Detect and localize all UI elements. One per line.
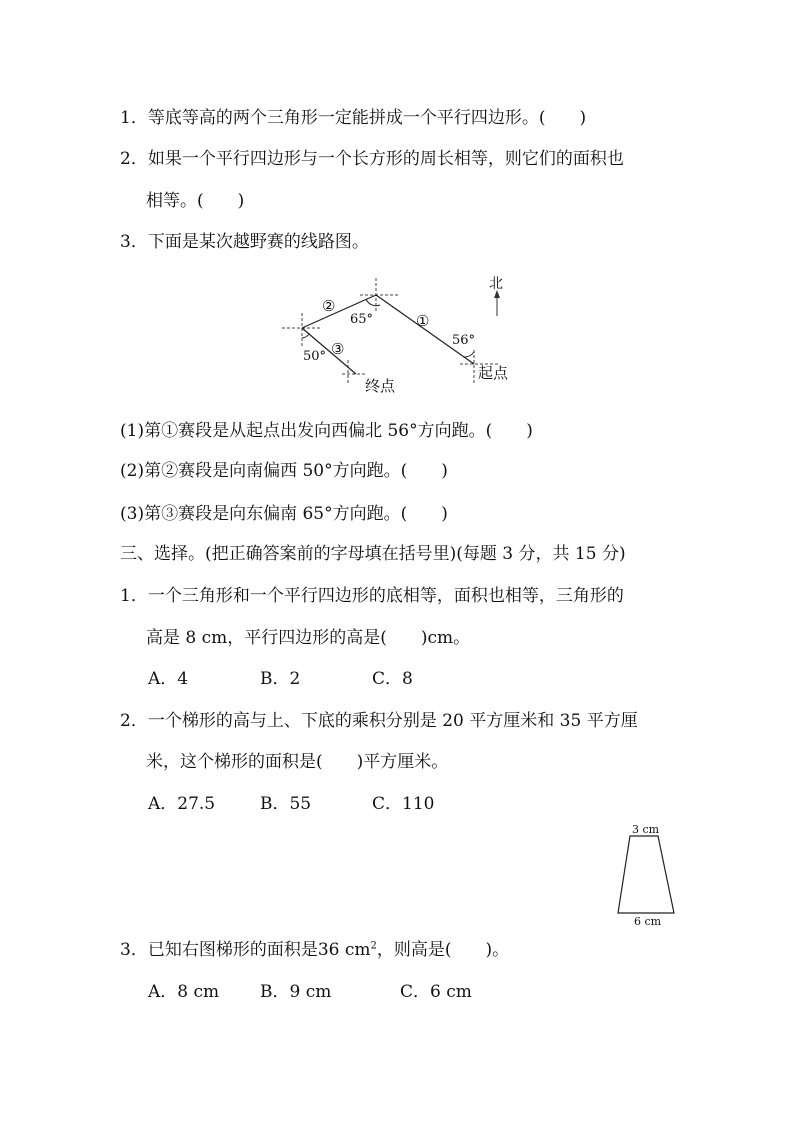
option-b: B．9 cm (260, 982, 332, 1002)
seg1-label: ① (416, 312, 430, 330)
trapezoid-top-label: 3 cm (632, 823, 660, 836)
angle50-label: 50° (303, 349, 327, 364)
choice-q3 (120, 938, 509, 962)
angle65-label: 65° (350, 312, 374, 327)
judge-q1: 1．等底等高的两个三角形一定能拼成一个平行四边形。( ) (120, 108, 587, 128)
start-label: 起点 (478, 364, 509, 382)
choice-q2-line1: 2．一个梯形的高与上、下底的乘积分别是 20 平方厘米和 35 平方厘 (120, 711, 638, 731)
option-c: C．110 (372, 794, 435, 814)
choice-q3-sup: 2 (370, 940, 377, 952)
judge-q2-line2: 相等。( ) (146, 191, 245, 211)
option-b: B．2 (260, 669, 301, 689)
option-c: C．8 (372, 669, 413, 689)
end-label: 终点 (365, 377, 396, 395)
choice-q1-line1: 1．一个三角形和一个平行四边形的底相等，面积也相等，三角形的 (120, 586, 624, 606)
option-c: C．6 cm (400, 982, 472, 1002)
judge-sub2: (2)第②赛段是向南偏西 50°方向跑。( ) (120, 461, 448, 481)
choice-q1-options (148, 667, 413, 691)
choice-q3-pre: 3．已知右图梯形的面积是36 cm (120, 940, 371, 960)
choice-q3-post: ，则高是( )。 (376, 940, 510, 960)
choice-q3-options (148, 980, 472, 1004)
angle56-label: 56° (452, 333, 476, 348)
option-a: A．27.5 (148, 794, 216, 814)
choice-q2-line2: 米，这个梯形的面积是( )平方厘米。 (146, 752, 449, 772)
option-a: A．4 (148, 669, 189, 689)
trapezoid-bottom-label: 6 cm (634, 915, 662, 928)
section3-heading: 三、选择。(把正确答案前的字母填在括号里)(每题 3 分，共 15 分) (120, 544, 626, 564)
judge-q2-line1: 2．如果一个平行四边形与一个长方形的周长相等，则它们的面积也 (120, 149, 624, 169)
seg2-label: ② (322, 297, 336, 315)
option-b: B．55 (260, 794, 312, 814)
seg3-label: ③ (331, 340, 345, 358)
north-label: 北 (489, 276, 503, 292)
choice-q1-line2: 高是 8 cm，平行四边形的高是( )cm。 (146, 628, 471, 648)
judge-q3: 3．下面是某次越野赛的线路图。 (120, 232, 369, 252)
judge-sub3: (3)第③赛段是向东偏南 65°方向跑。( ) (120, 504, 448, 524)
route-map (270, 268, 530, 398)
judge-sub1: (1)第①赛段是从起点出发向西偏北 56°方向跑。( ) (120, 421, 533, 441)
option-a: A．8 cm (148, 982, 220, 1002)
choice-q2-options (148, 792, 434, 816)
trapezoid-figure (608, 822, 684, 930)
